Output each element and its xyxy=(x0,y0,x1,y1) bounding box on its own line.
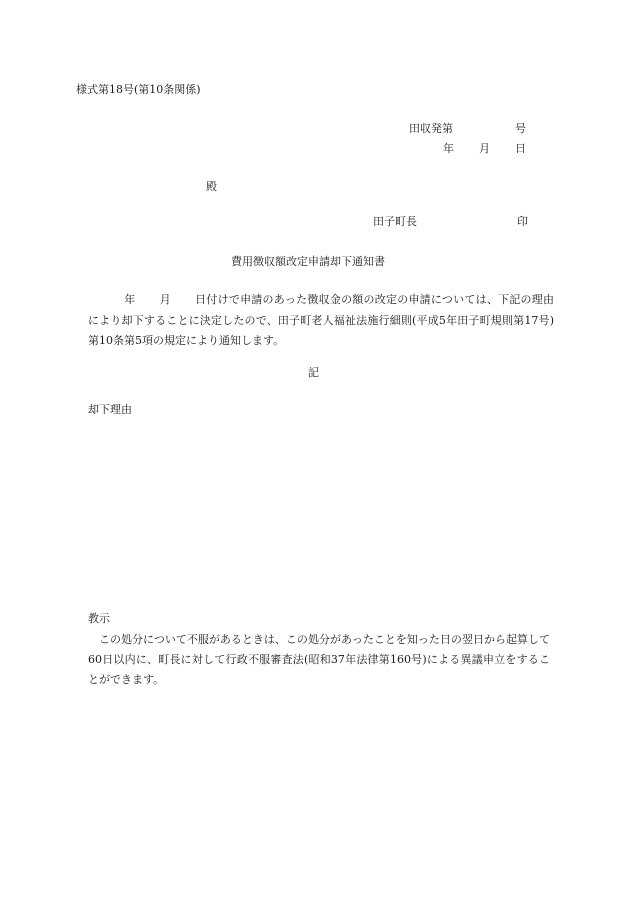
issuer-name: 田子町長 xyxy=(373,215,417,228)
addressee-honorific: 殿 xyxy=(206,180,217,193)
body-month-label: 月 xyxy=(159,293,171,306)
issue-date-line xyxy=(443,142,526,156)
date-year-label: 年 xyxy=(443,142,454,155)
notice-text: この処分について不服があるときは、この処分があったことを知った日の翌日から起算して60日以内に、町長に対して行政不服審査法(昭和37年法律第160号)による異議申立をすることができます。 xyxy=(88,633,550,686)
notice-paragraph xyxy=(88,630,550,690)
ki-heading: 記 xyxy=(308,366,319,379)
body-paragraph xyxy=(88,290,554,352)
document-title: 費用徴収額改定申請却下通知書 xyxy=(231,255,385,268)
issue-number-suffix: 号 xyxy=(515,122,526,135)
issuer-line xyxy=(373,215,528,229)
issue-number-prefix: 田収発第 xyxy=(409,122,453,135)
date-day-label: 日 xyxy=(515,142,526,155)
form-number: 様式第18号(第10条関係) xyxy=(76,83,201,96)
body-text: 日付けで申請のあった徴収金の額の改定の申請については、下記の理由により却下することに決定したので、田子町老人福祉法施行細則(平成5年田子町規則第17号)第10条第5項の規定により通知します。 xyxy=(88,293,555,347)
notice-heading: 教示 xyxy=(88,612,110,625)
rejection-reason-label: 却下理由 xyxy=(88,403,132,416)
date-month-label: 月 xyxy=(479,142,490,155)
issue-number-line xyxy=(409,122,526,136)
body-year-label: 年 xyxy=(124,293,136,306)
seal-mark: 印 xyxy=(517,215,528,228)
